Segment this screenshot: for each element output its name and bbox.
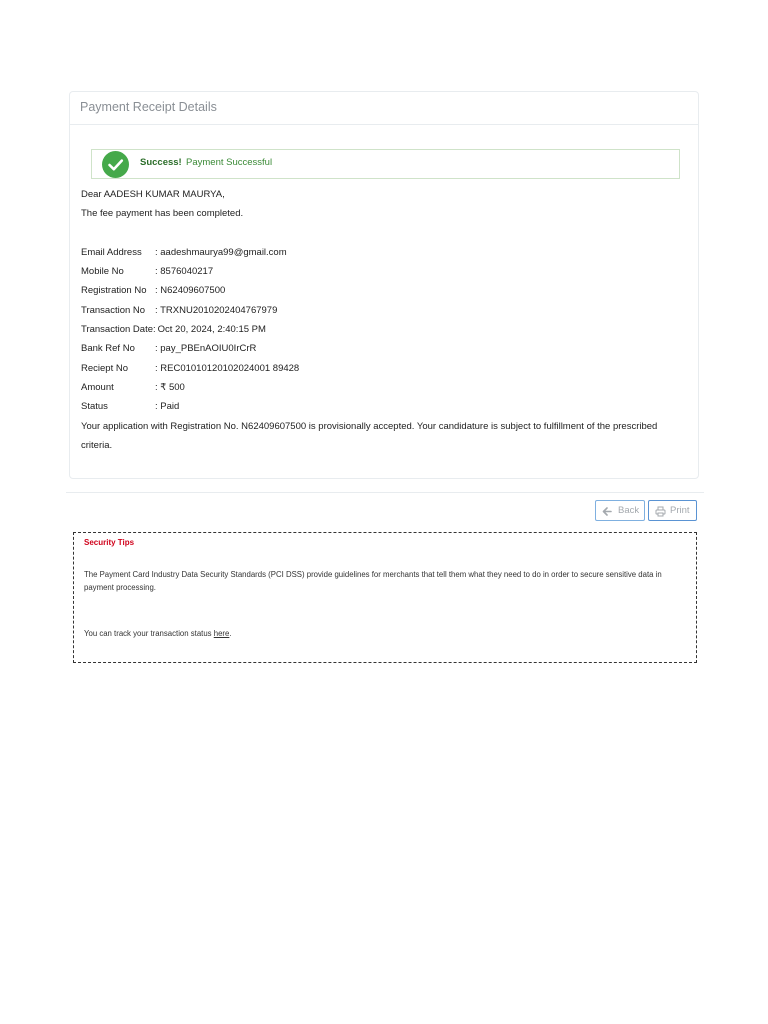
detail-label: Transaction Date: xyxy=(81,324,156,335)
detail-value: : pay_PBEnAOIU0IrCrR xyxy=(155,343,257,354)
detail-label: Reciept No xyxy=(81,363,128,374)
back-button-label: Back xyxy=(618,505,640,516)
greeting-text: Dear AADESH KUMAR MAURYA, xyxy=(81,189,225,200)
back-button[interactable] xyxy=(595,500,645,521)
track-suffix: . xyxy=(229,629,232,638)
print-button[interactable] xyxy=(648,500,697,521)
detail-value: : aadeshmaurya99@gmail.com xyxy=(155,247,287,258)
detail-value: Oct 20, 2024, 2:40:15 PM xyxy=(157,324,266,335)
detail-row-amount xyxy=(81,382,185,393)
detail-row-bank-ref xyxy=(81,343,256,354)
print-button-label: Print xyxy=(670,505,690,516)
detail-label: Registration No xyxy=(81,285,147,296)
security-tips-text: The Payment Card Industry Data Security Standards (PCI DSS) provide guidelines for merchants that tell them what they need to do in order to secure sensitive data in payment processing. xyxy=(84,570,662,592)
detail-label: Mobile No xyxy=(81,266,124,277)
detail-label: Amount xyxy=(81,382,114,393)
detail-value: : REC01010120102024001 89428 xyxy=(155,363,300,374)
security-tips-box xyxy=(73,532,697,663)
check-circle-icon xyxy=(102,151,129,178)
detail-value: : N62409607500 xyxy=(155,285,226,296)
detail-row-transaction-date xyxy=(81,324,266,335)
alert-strong-text: Success! xyxy=(140,157,182,168)
detail-value: : 8576040217 xyxy=(155,266,214,277)
arrow-left-icon xyxy=(602,505,612,524)
track-prefix: You can track your transaction status xyxy=(84,629,214,638)
detail-row-transaction-no xyxy=(81,305,277,316)
detail-row-registration xyxy=(81,285,225,296)
detail-label: Bank Ref No xyxy=(81,343,135,354)
panel-title: Payment Receipt Details xyxy=(70,92,698,125)
detail-row-receipt-no xyxy=(81,363,299,374)
track-here-link[interactable]: here xyxy=(213,629,230,638)
acceptance-note: Your application with Registration No. N62409607500 is provisionally accepted. Your candidature is subject to fulfillment of the prescribed criteria. xyxy=(81,421,658,451)
detail-label: Transaction No xyxy=(81,305,146,316)
success-alert xyxy=(91,149,680,179)
detail-label: Email Address xyxy=(81,247,142,258)
divider xyxy=(66,492,704,493)
security-tips-title: Security Tips xyxy=(84,538,135,547)
printer-icon xyxy=(655,505,666,524)
detail-label: Status xyxy=(81,401,108,412)
alert-message: Payment Successful xyxy=(186,157,273,168)
detail-value: : Paid xyxy=(155,401,180,412)
detail-row-email xyxy=(81,247,287,258)
detail-row-mobile xyxy=(81,266,213,277)
receipt-panel xyxy=(69,91,699,479)
detail-row-status xyxy=(81,401,179,412)
detail-value: : ₹ 500 xyxy=(155,382,185,393)
detail-value: : TRXNU2010202404767979 xyxy=(155,305,278,316)
track-status-text xyxy=(84,629,232,638)
completed-text: The fee payment has been completed. xyxy=(81,208,244,219)
